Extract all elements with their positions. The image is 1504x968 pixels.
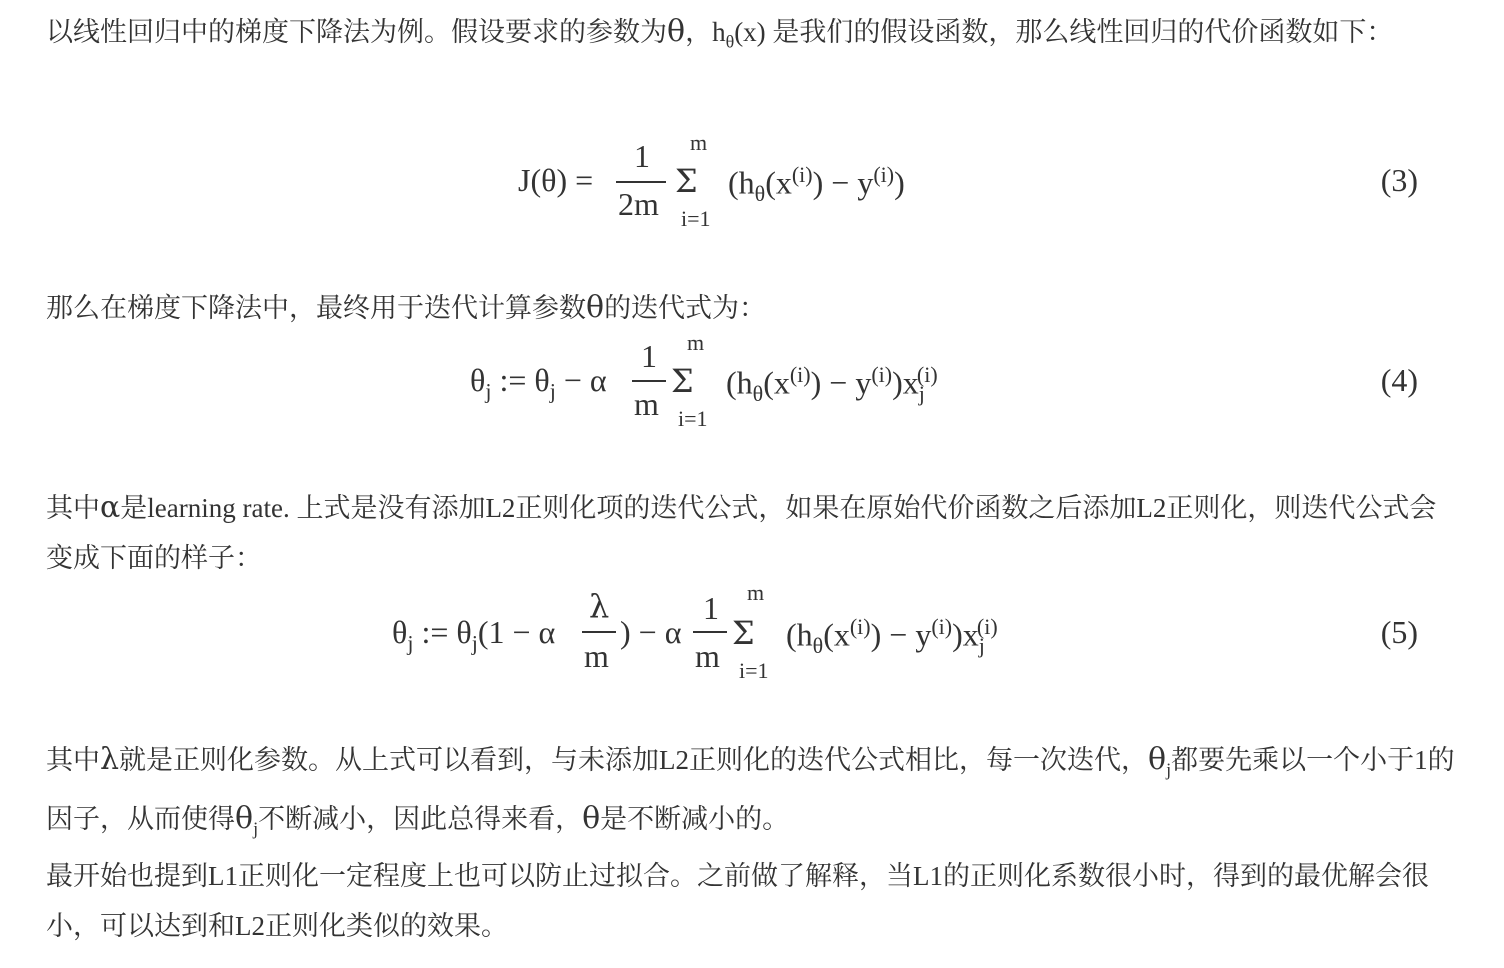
text: )x [952,616,979,653]
theta-symbol: θ [392,614,408,650]
eq-body [786,616,998,657]
paragraph-iteration [46,283,1456,333]
text: 那么在梯度下降法中，最终用于迭代计算参数 [46,293,586,323]
theta-symbol: θ [235,801,254,837]
text: (h [728,164,755,201]
lambda-symbol: λ [100,742,120,777]
subscript: j [918,381,925,407]
equation-3 [0,128,1504,238]
fraction-denominator: 2m [618,186,659,222]
theta-symbol: θ [470,362,486,398]
text: (x [765,164,792,201]
fraction-denominator: m [695,638,720,674]
text: ) − α [620,614,682,650]
eq-body [728,164,905,205]
superscript: (i) [789,362,811,387]
superscript: (i) [849,614,871,639]
text: 最开始也提到L1正则化一定程度上也可以防止过拟合。之前做了解释，当L1的正则化系数很小时，得到的最优解会很小，可以达到和L2正则化类似的效果。 [46,861,1429,941]
superscript: (i) [791,162,813,187]
sigma-symbol: Σ [675,162,698,200]
text: )x [892,364,919,401]
text: ) − y [870,616,932,653]
equation-4 [0,330,1504,440]
paragraph-lambda [46,735,1456,854]
text: (1 − α [477,614,556,650]
superscript: (i) [931,614,953,639]
fraction-bar [582,631,616,633]
sigma-symbol: Σ [671,362,694,400]
paragraph-learning-rate [46,483,1456,583]
theta-symbol: θ [586,290,605,325]
superscript: (i) [976,614,998,639]
text: ， [685,17,713,47]
equation-number: (5) [1380,614,1418,650]
theta-symbol: θ [582,801,601,837]
text: (x) [734,17,766,47]
fraction-numerator: 1 [703,590,719,626]
fraction-denominator: m [634,386,659,422]
sum-lower-limit: i=1 [678,406,708,431]
eq-lhs [392,616,555,654]
hypothesis-symbol: h [712,17,726,47]
sum-upper-limit: m [687,330,705,355]
equation-number: (3) [1380,162,1418,198]
text: ) − y [810,364,872,401]
fraction-bar [693,631,727,633]
text: 不断减小，因此总得来看， [258,804,583,835]
subscript: j [485,378,492,404]
sum-lower-limit: i=1 [681,206,711,231]
subscript: j [471,630,478,656]
theta-symbol: θ [1148,742,1167,777]
lambda-numerator: λ [589,587,610,625]
superscript: (i) [916,362,938,387]
alpha-symbol: α [100,490,121,525]
theta-symbol: θ [667,14,686,49]
text: (h [726,364,753,401]
text: (x [823,616,850,653]
subscript: θ [812,633,824,659]
sum-upper-limit: m [690,130,708,155]
text: 的迭代式为： [604,293,767,323]
text: ) − y [812,164,874,201]
text: (x [763,364,790,401]
text: 以线性回归中的梯度下降法为例。假设要求的参数为 [46,17,667,47]
equation-number: (4) [1380,362,1418,398]
superscript: (i) [873,162,895,187]
subscript: θ [754,181,766,207]
text: 就是正则化参数。从上式可以看到，与未添加L2正则化的迭代公式相比，每一次迭代， [119,745,1149,775]
eq-body [726,364,938,405]
fraction-numerator: 1 [634,138,650,174]
text: := θ [499,362,550,398]
text: − α [563,362,607,398]
text: := θ [421,614,472,650]
subscript: θ [752,381,764,407]
equation-5 [0,582,1504,692]
text: 其中 [46,745,100,775]
sum-lower-limit: i=1 [739,658,769,683]
text: 是不断减小的。 [600,804,790,835]
subscript: j [549,378,556,404]
fraction-bar [616,181,666,183]
sigma-symbol: Σ [732,614,755,652]
text: (h [786,616,813,653]
text: ) [894,164,905,201]
text: 是我们的假设函数，那么线性回归的代价函数如下： [765,17,1394,47]
subscript: j [407,630,414,656]
paragraph-intro [46,7,1456,66]
subscript: j [1166,759,1172,780]
superscript: (i) [871,362,893,387]
text: 其中 [46,493,100,523]
text: 是learning rate. 上式是没有添加L2正则化项的迭代公式，如果在原始代价函数之后添加L2正则化，则迭代公式会变成下面的样子： [46,493,1437,573]
text: 都要先乘以一个小于1的因子，从而使得 [46,745,1455,835]
subscript: j [253,818,259,839]
sum-upper-limit: m [747,580,765,605]
fraction-bar [632,380,666,382]
eq-lhs [470,364,607,402]
eq-lhs: J(θ) = [518,162,594,198]
fraction-denominator: m [584,638,609,674]
paragraph-l1 [46,851,1456,951]
theta-subscript: θ [725,31,735,52]
fraction-numerator: 1 [641,338,657,374]
subscript: j [978,633,985,659]
